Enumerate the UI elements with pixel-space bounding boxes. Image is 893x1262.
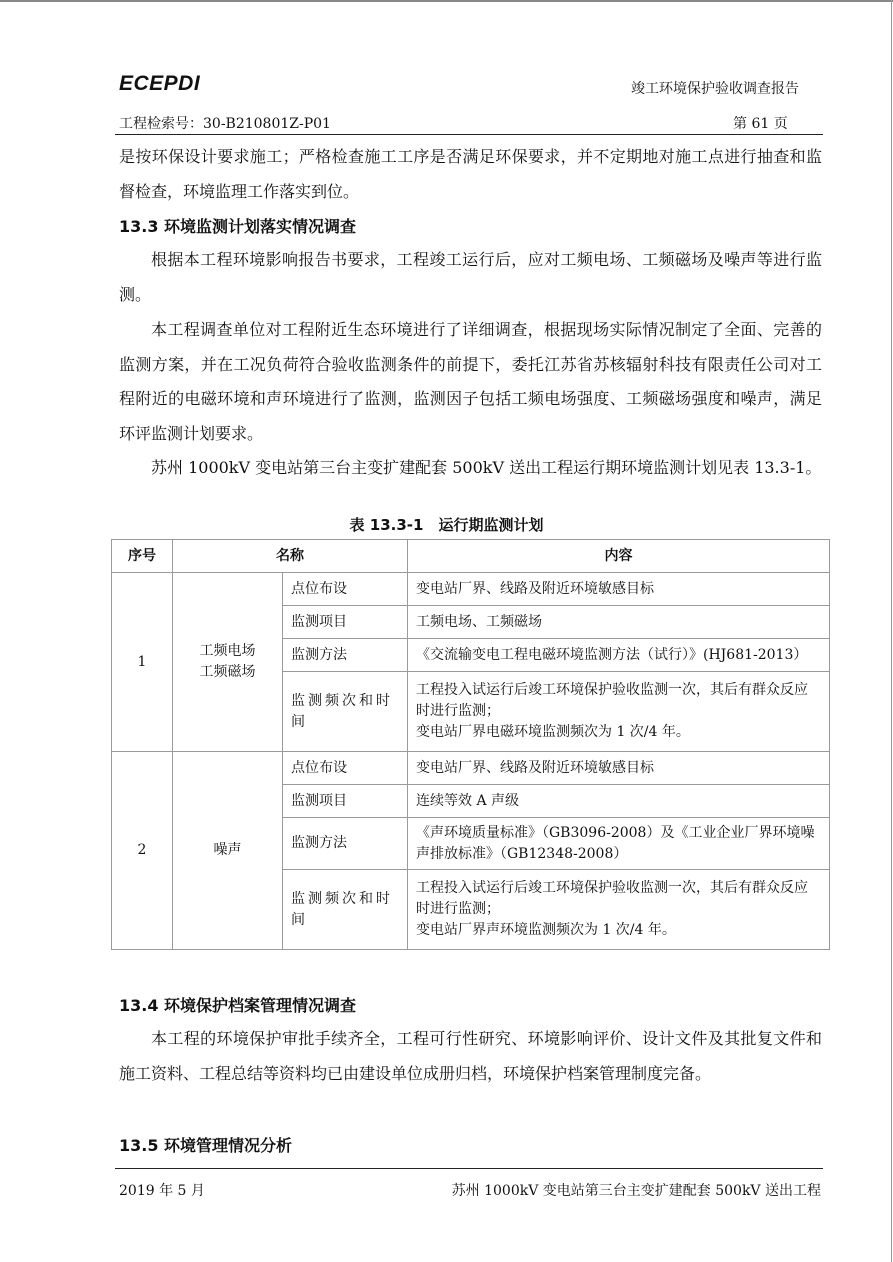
item-cell: 监测频次和时间 bbox=[283, 672, 408, 752]
paragraph-continued: 是按环保设计要求施工；严格检查施工工序是否满足环保要求，并不定期地对施工点进行抽查和监督检查，环境监理工作落实到位。 bbox=[119, 147, 822, 201]
footer-project-name: 苏州 1000kV 变电站第三台主变扩建配套 500kV 送出工程 bbox=[451, 1183, 821, 1199]
content-cell bbox=[408, 672, 830, 752]
page-right-border bbox=[891, 0, 892, 1262]
header-content: 内容 bbox=[408, 540, 830, 573]
paragraph-13-3-a: 根据本工程环境影响报告书要求，工程竣工运行后，应对工频电场、工频磁场及噪声等进行监测。 bbox=[119, 250, 822, 304]
content-cell: 《交流输变电工程电磁环境监测方法（试行）》(HJ681-2013） bbox=[408, 639, 830, 672]
seq-cell: 2 bbox=[112, 752, 173, 950]
factor-cell bbox=[173, 573, 283, 752]
item-cell: 点位布设 bbox=[283, 752, 408, 785]
factor-cell: 噪声 bbox=[173, 752, 283, 950]
page-number: 第 61 页 bbox=[733, 116, 788, 132]
footer-rule bbox=[115, 1168, 823, 1169]
item-cell: 点位布设 bbox=[283, 573, 408, 606]
content-cell: 变电站厂界、线路及附近环境敏感目标 bbox=[408, 573, 830, 606]
header-rule bbox=[115, 134, 823, 135]
content-cell: 《声环境质量标准》（GB3096-2008）及《工业企业厂界环境噪声排放标准》（GB12348-2008） bbox=[408, 818, 830, 870]
section-heading-13-4: 13.4 环境保护档案管理情况调查 bbox=[119, 996, 357, 1015]
paragraph-13-4: 本工程的环境保护审批手续齐全，工程可行性研究、环境影响评价、设计文件及其批复文件和施工资料、工程总结等资料均已由建设单位成册归档，环境保护档案管理制度完备。 bbox=[119, 1029, 822, 1083]
item-cell: 监测频次和时间 bbox=[283, 870, 408, 950]
paragraph-13-3-b: 本工程调查单位对工程附近生态环境进行了详细调查，根据现场实际情况制定了全面、完善的监测方案，并在工况负荷符合验收监测条件的前提下，委托江苏省苏核辐射科技有限责任公司对工程附近的电磁环境和声环境进行了监测，监测因子包括工频电场强度、工频磁场强度和噪声，满足环评监测计划要求。 bbox=[119, 320, 822, 443]
monitoring-plan-table bbox=[111, 539, 830, 950]
item-cell: 监测项目 bbox=[283, 606, 408, 639]
table-row bbox=[112, 752, 830, 785]
content-cell: 连续等效 A 声级 bbox=[408, 785, 830, 818]
table-caption: 表 13.3-1 运行期监测计划 bbox=[349, 516, 544, 534]
table-header-row bbox=[112, 540, 830, 573]
header-seq: 序号 bbox=[112, 540, 173, 573]
content-line: 工程投入试运行后竣工环境保护验收监测一次，其后有群众反应时进行监测； bbox=[416, 682, 808, 719]
header-name: 名称 bbox=[173, 540, 408, 573]
factor-line: 工频电场 bbox=[199, 643, 256, 659]
paragraph-13-3-c: 苏州 1000kV 变电站第三台主变扩建配套 500kV 送出工程运行期环境监测计划见表 13.3-1。 bbox=[151, 458, 822, 477]
footer-date: 2019 年 5 月 bbox=[119, 1183, 205, 1199]
content-cell: 变电站厂界、线路及附近环境敏感目标 bbox=[408, 752, 830, 785]
content-line: 变电站厂界电磁环境监测频次为 1 次/4 年。 bbox=[416, 724, 690, 740]
item-cell: 监测项目 bbox=[283, 785, 408, 818]
content-line: 工程投入试运行后竣工环境保护验收监测一次，其后有群众反应时进行监测； bbox=[416, 880, 808, 917]
item-cell: 监测方法 bbox=[283, 639, 408, 672]
item-cell: 监测方法 bbox=[283, 818, 408, 870]
factor-line: 工频磁场 bbox=[199, 664, 256, 680]
seq-cell: 1 bbox=[112, 573, 173, 752]
company-logo: ECEPDI bbox=[119, 72, 201, 95]
content-line: 变电站厂界声环境监测频次为 1 次/4 年。 bbox=[416, 922, 676, 938]
section-heading-13-3: 13.3 环境监测计划落实情况调查 bbox=[119, 217, 357, 236]
section-heading-13-5: 13.5 环境管理情况分析 bbox=[119, 1136, 293, 1155]
content-cell bbox=[408, 870, 830, 950]
project-index-number: 工程检索号：30-B210801Z-P01 bbox=[119, 116, 331, 132]
table-row bbox=[112, 573, 830, 606]
page-top-border bbox=[0, 0, 893, 2]
report-title: 竣工环境保护验收调查报告 bbox=[631, 81, 799, 97]
content-cell: 工频电场、工频磁场 bbox=[408, 606, 830, 639]
